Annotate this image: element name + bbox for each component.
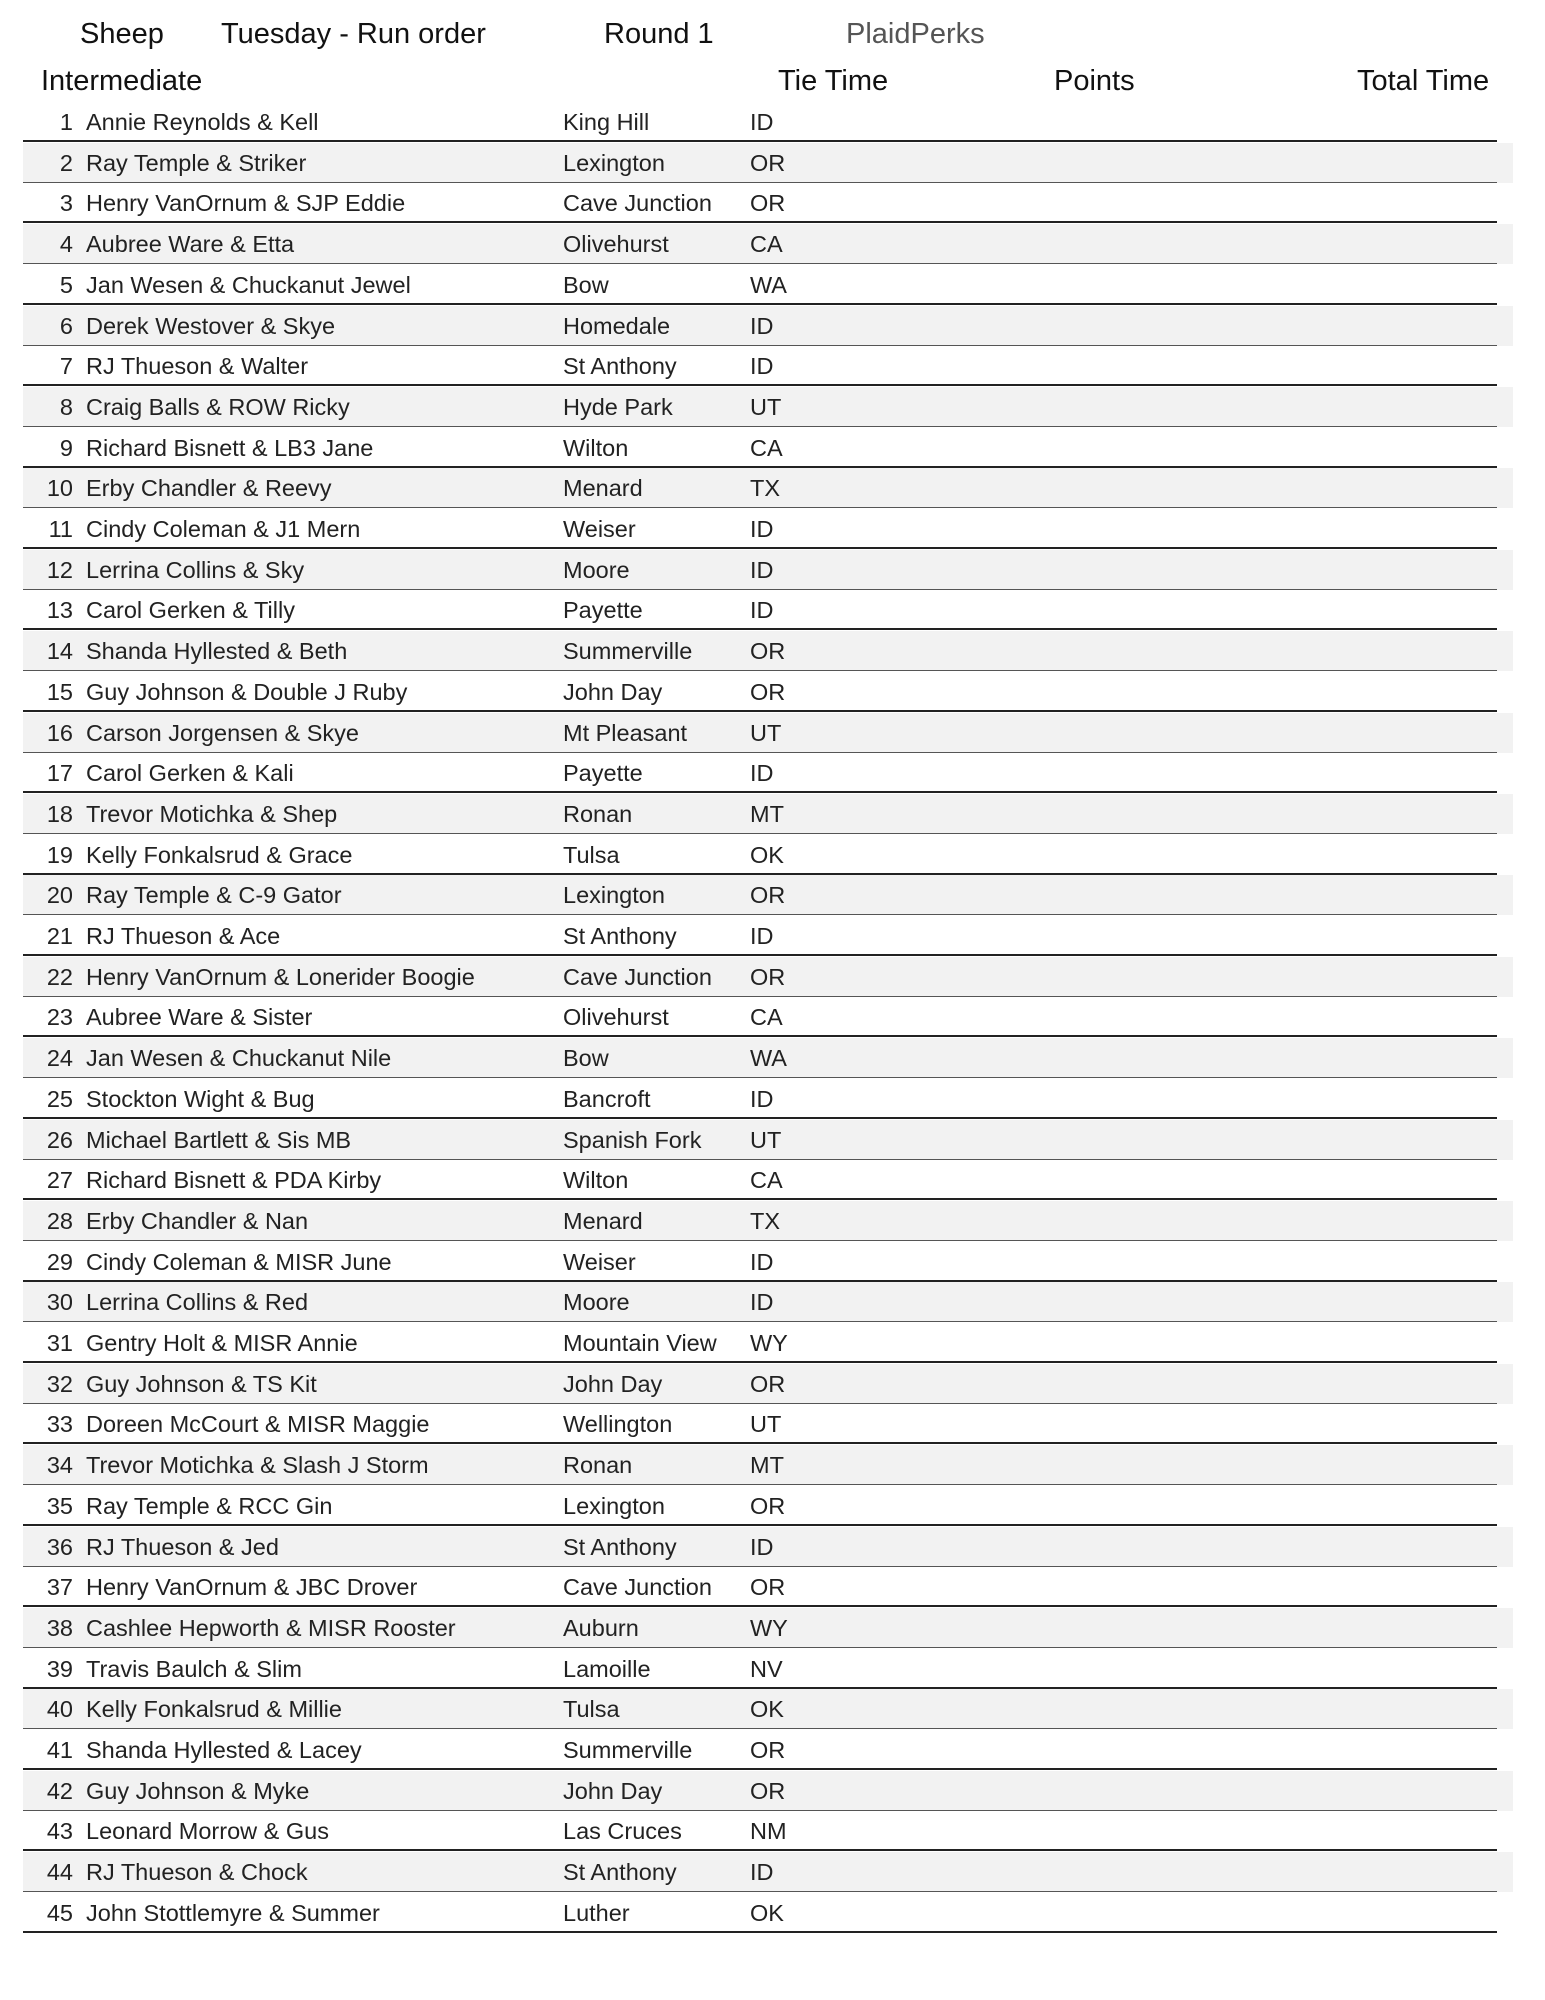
table-row xyxy=(23,265,1513,305)
row-divider xyxy=(23,710,1497,712)
table-row xyxy=(23,916,1513,956)
state: OK xyxy=(750,841,784,868)
city: St Anthony xyxy=(563,353,677,380)
table-row xyxy=(23,794,1513,834)
state: ID xyxy=(750,556,774,583)
handler-dog-name: Gentry Holt & MISR Annie xyxy=(86,1330,358,1356)
table-row xyxy=(23,1079,1513,1119)
table-row xyxy=(23,1160,1513,1200)
state: OR xyxy=(750,1492,786,1519)
city: Hyde Park xyxy=(563,393,673,420)
handler-dog-name: Henry VanOrnum & Lonerider Boogie xyxy=(86,963,475,990)
handler-dog-name: Annie Reynolds & Kell xyxy=(86,109,319,135)
table-row xyxy=(23,753,1513,793)
row-divider xyxy=(23,954,1497,956)
state: OR xyxy=(750,1574,786,1601)
row-divider xyxy=(23,1117,1497,1119)
city: Olivehurst xyxy=(563,1004,669,1031)
city: Summerville xyxy=(563,1737,693,1763)
state: UT xyxy=(750,1126,782,1153)
run-number: 19 xyxy=(46,841,73,868)
run-number: 31 xyxy=(46,1330,73,1356)
handler-dog-name: Stockton Wight & Bug xyxy=(86,1085,315,1112)
table-row xyxy=(23,1852,1513,1892)
run-number: 4 xyxy=(59,231,73,258)
row-divider xyxy=(23,303,1497,305)
city: St Anthony xyxy=(563,1533,677,1560)
state: UT xyxy=(750,393,782,420)
city: Lamoille xyxy=(563,1655,651,1682)
handler-dog-name: Guy Johnson & TS Kit xyxy=(86,1370,317,1397)
run-number: 36 xyxy=(46,1533,73,1560)
run-number: 45 xyxy=(46,1899,73,1926)
handler-dog-name: Guy Johnson & Double J Ruby xyxy=(86,678,408,705)
category-label: Sheep xyxy=(80,18,164,50)
handler-dog-name: Derek Westover & Skye xyxy=(86,312,336,339)
table-row xyxy=(23,631,1513,671)
handler-dog-name: Doreen McCourt & MISR Maggie xyxy=(86,1411,430,1438)
city: King Hill xyxy=(563,109,650,135)
city: Cave Junction xyxy=(563,1574,712,1601)
city: Payette xyxy=(563,760,643,787)
city: Ronan xyxy=(563,800,633,827)
table-row xyxy=(23,550,1513,590)
city: Lexington xyxy=(563,1492,665,1519)
table-row xyxy=(23,1038,1513,1078)
handler-dog-name: Carson Jorgensen & Skye xyxy=(86,719,360,746)
city: John Day xyxy=(563,1370,663,1397)
table-row xyxy=(23,102,1513,142)
run-number: 13 xyxy=(46,597,73,624)
handler-dog-name: Travis Baulch & Slim xyxy=(86,1655,302,1682)
class-label: Intermediate xyxy=(41,65,203,97)
run-number: 32 xyxy=(46,1370,73,1397)
table-row xyxy=(23,224,1513,264)
city: Olivehurst xyxy=(563,231,669,258)
city: Moore xyxy=(563,1289,630,1316)
row-divider xyxy=(23,1280,1497,1282)
state: ID xyxy=(750,109,774,135)
row-divider xyxy=(23,1768,1497,1770)
handler-dog-name: Carol Gerken & Kali xyxy=(86,760,294,787)
state: OR xyxy=(750,1737,786,1763)
table-row xyxy=(23,1649,1513,1689)
city: Tulsa xyxy=(563,1696,620,1723)
handler-dog-name: Richard Bisnett & PDA Kirby xyxy=(86,1167,382,1194)
handler-dog-name: Cashlee Hepworth & MISR Rooster xyxy=(86,1614,456,1641)
table-row xyxy=(23,428,1513,468)
city: Cave Junction xyxy=(563,190,712,217)
state: CA xyxy=(750,434,783,461)
table-row xyxy=(23,183,1513,223)
run-number: 24 xyxy=(46,1045,73,1072)
state: OR xyxy=(750,190,786,217)
handler-dog-name: Carol Gerken & Tilly xyxy=(86,597,295,624)
city: Mt Pleasant xyxy=(563,719,688,746)
run-number: 18 xyxy=(46,800,73,827)
table-row xyxy=(23,143,1513,183)
run-number: 9 xyxy=(59,434,73,461)
state: WA xyxy=(750,271,787,298)
handler-dog-name: RJ Thueson & Ace xyxy=(86,923,281,949)
run-number: 1 xyxy=(59,109,73,135)
run-number: 25 xyxy=(46,1085,73,1112)
city: Wilton xyxy=(563,434,629,461)
table-row xyxy=(23,875,1513,915)
run-number: 2 xyxy=(59,149,73,176)
run-number: 23 xyxy=(46,1004,73,1031)
row-divider xyxy=(23,1687,1497,1689)
table-row xyxy=(23,1201,1513,1241)
state: ID xyxy=(750,923,774,949)
table-row xyxy=(23,1689,1513,1729)
run-number: 8 xyxy=(59,393,73,420)
city: Summerville xyxy=(563,638,693,665)
run-number: 14 xyxy=(46,638,73,665)
run-number: 35 xyxy=(46,1492,73,1519)
city: St Anthony xyxy=(563,1859,677,1886)
table-row xyxy=(23,468,1513,508)
handler-dog-name: Guy Johnson & Myke xyxy=(86,1777,310,1804)
row-divider xyxy=(23,384,1497,386)
run-number: 42 xyxy=(46,1777,73,1804)
run-number: 38 xyxy=(46,1614,73,1641)
run-number: 28 xyxy=(46,1207,73,1234)
city: Bow xyxy=(563,1045,609,1072)
table-row xyxy=(23,306,1513,346)
handler-dog-name: Lerrina Collins & Sky xyxy=(86,556,305,583)
table-row xyxy=(23,1323,1513,1363)
table-row xyxy=(23,672,1513,712)
state: WY xyxy=(750,1614,788,1641)
handler-dog-name: Kelly Fonkalsrud & Grace xyxy=(86,841,353,868)
state: ID xyxy=(750,1859,774,1886)
table-row xyxy=(23,1527,1513,1567)
row-divider xyxy=(23,1361,1497,1363)
handler-dog-name: John Stottlemyre & Summer xyxy=(86,1899,380,1926)
run-number: 27 xyxy=(46,1167,73,1194)
table-row xyxy=(23,1771,1513,1811)
city: John Day xyxy=(563,1777,663,1804)
run-number: 30 xyxy=(46,1289,73,1316)
table-row xyxy=(23,1242,1513,1282)
city: Ronan xyxy=(563,1452,633,1479)
state: MT xyxy=(750,800,784,827)
city: Mountain View xyxy=(563,1330,717,1356)
city: Bow xyxy=(563,271,609,298)
tie-time-header: Tie Time xyxy=(778,65,889,97)
state: CA xyxy=(750,1004,783,1031)
table-row xyxy=(23,713,1513,753)
state: ID xyxy=(750,353,774,380)
points-header: Points xyxy=(1054,65,1135,97)
handler-dog-name: Michael Bartlett & Sis MB xyxy=(86,1126,352,1153)
city: Weiser xyxy=(563,1248,636,1275)
state: ID xyxy=(750,312,774,339)
page-title: Tuesday - Run order xyxy=(221,18,486,50)
row-divider xyxy=(23,466,1497,468)
handler-dog-name: Jan Wesen & Chuckanut Jewel xyxy=(86,271,411,298)
state: ID xyxy=(750,1248,774,1275)
handler-dog-name: Trevor Motichka & Shep xyxy=(86,800,338,827)
table-row xyxy=(23,835,1513,875)
run-number: 16 xyxy=(46,719,73,746)
run-number: 5 xyxy=(59,271,73,298)
run-number: 29 xyxy=(46,1248,73,1275)
table-row xyxy=(23,387,1513,427)
table-row xyxy=(23,1486,1513,1526)
city: Luther xyxy=(563,1899,630,1926)
run-number: 21 xyxy=(46,923,73,949)
state: TX xyxy=(750,475,781,502)
city: Wellington xyxy=(563,1411,673,1438)
run-number: 7 xyxy=(59,353,73,380)
run-number: 17 xyxy=(46,760,73,787)
run-number: 33 xyxy=(46,1411,73,1438)
table-row xyxy=(23,1567,1513,1607)
run-number: 34 xyxy=(46,1452,73,1479)
city: Spanish Fork xyxy=(563,1126,702,1153)
run-number: 3 xyxy=(59,190,73,217)
city: Homedale xyxy=(563,312,671,339)
city: Auburn xyxy=(563,1614,639,1641)
state: OR xyxy=(750,963,786,990)
state: UT xyxy=(750,719,782,746)
run-number: 40 xyxy=(46,1696,73,1723)
state: OR xyxy=(750,678,786,705)
handler-dog-name: Ray Temple & RCC Gin xyxy=(86,1492,333,1519)
run-number: 12 xyxy=(46,556,73,583)
row-divider xyxy=(23,1198,1497,1200)
run-number: 20 xyxy=(46,882,73,909)
handler-dog-name: Kelly Fonkalsrud & Millie xyxy=(86,1696,342,1723)
run-number: 26 xyxy=(46,1126,73,1153)
state: ID xyxy=(750,1085,774,1112)
handler-dog-name: Ray Temple & Striker xyxy=(86,149,307,176)
state: OK xyxy=(750,1696,784,1723)
handler-dog-name: Aubree Ware & Sister xyxy=(86,1004,313,1031)
round-label: Round 1 xyxy=(604,18,714,50)
run-number: 44 xyxy=(46,1859,73,1886)
city: Moore xyxy=(563,556,630,583)
state: ID xyxy=(750,597,774,624)
city: John Day xyxy=(563,678,663,705)
run-number: 15 xyxy=(46,678,73,705)
row-divider xyxy=(23,221,1497,223)
city: Menard xyxy=(563,475,643,502)
row-divider xyxy=(23,140,1497,142)
state: NV xyxy=(750,1655,783,1682)
state: OR xyxy=(750,1777,786,1804)
brand-label: PlaidPerks xyxy=(846,18,985,50)
handler-dog-name: Jan Wesen & Chuckanut Nile xyxy=(86,1045,392,1072)
state: OR xyxy=(750,149,786,176)
table-row xyxy=(23,1893,1513,1933)
handler-dog-name: RJ Thueson & Walter xyxy=(86,353,309,380)
state: WY xyxy=(750,1330,788,1356)
row-divider xyxy=(23,547,1497,549)
handler-dog-name: Ray Temple & C-9 Gator xyxy=(86,882,342,909)
table-row xyxy=(23,590,1513,630)
row-divider xyxy=(23,1035,1497,1037)
row-divider xyxy=(23,1931,1497,1933)
handler-dog-name: Erby Chandler & Nan xyxy=(86,1207,309,1234)
run-number: 41 xyxy=(46,1737,73,1763)
table-row xyxy=(23,997,1513,1037)
handler-dog-name: Shanda Hyllested & Lacey xyxy=(86,1737,362,1763)
state: ID xyxy=(750,1289,774,1316)
row-divider xyxy=(23,873,1497,875)
handler-dog-name: Henry VanOrnum & SJP Eddie xyxy=(86,190,406,217)
table-row xyxy=(23,509,1513,549)
handler-dog-name: Leonard Morrow & Gus xyxy=(86,1818,329,1845)
city: Payette xyxy=(563,597,643,624)
city: Tulsa xyxy=(563,841,620,868)
state: CA xyxy=(750,1167,783,1194)
table-row xyxy=(23,1730,1513,1770)
table-row xyxy=(23,346,1513,386)
row-divider xyxy=(23,791,1497,793)
table-row xyxy=(23,1404,1513,1444)
handler-dog-name: Erby Chandler & Reevy xyxy=(86,475,332,502)
run-number: 39 xyxy=(46,1655,73,1682)
city: Lexington xyxy=(563,882,665,909)
state: NM xyxy=(750,1818,787,1845)
state: ID xyxy=(750,1533,774,1560)
total-time-header: Total Time xyxy=(1357,65,1490,97)
city: St Anthony xyxy=(563,923,677,949)
state: CA xyxy=(750,231,783,258)
city: Bancroft xyxy=(563,1085,651,1112)
city: Lexington xyxy=(563,149,665,176)
table-row xyxy=(23,1811,1513,1851)
handler-dog-name: Henry VanOrnum & JBC Drover xyxy=(86,1574,418,1601)
table-row xyxy=(23,957,1513,997)
handler-dog-name: Cindy Coleman & J1 Mern xyxy=(86,516,361,542)
state: TX xyxy=(750,1207,781,1234)
city: Cave Junction xyxy=(563,963,712,990)
row-divider xyxy=(23,1849,1497,1851)
state: ID xyxy=(750,516,774,542)
handler-dog-name: Richard Bisnett & LB3 Jane xyxy=(86,434,374,461)
row-divider xyxy=(23,1605,1497,1607)
handler-dog-name: Lerrina Collins & Red xyxy=(86,1289,309,1316)
row-divider xyxy=(23,628,1497,630)
run-number: 6 xyxy=(59,312,73,339)
row-divider xyxy=(23,1442,1497,1444)
handler-dog-name: RJ Thueson & Chock xyxy=(86,1859,308,1886)
handler-dog-name: Aubree Ware & Etta xyxy=(86,231,295,258)
table-row xyxy=(23,1608,1513,1648)
state: OK xyxy=(750,1899,784,1926)
state: OR xyxy=(750,882,786,909)
city: Las Cruces xyxy=(563,1818,682,1845)
state: MT xyxy=(750,1452,784,1479)
handler-dog-name: Cindy Coleman & MISR June xyxy=(86,1248,392,1275)
handler-dog-name: Craig Balls & ROW Ricky xyxy=(86,393,350,420)
handler-dog-name: Trevor Motichka & Slash J Storm xyxy=(86,1452,429,1479)
table-row xyxy=(23,1445,1513,1485)
table-row xyxy=(23,1364,1513,1404)
table-row xyxy=(23,1282,1513,1322)
state: WA xyxy=(750,1045,787,1072)
handler-dog-name: Shanda Hyllested & Beth xyxy=(86,638,348,665)
city: Wilton xyxy=(563,1167,629,1194)
city: Weiser xyxy=(563,516,636,542)
state: ID xyxy=(750,760,774,787)
run-number: 10 xyxy=(46,475,73,502)
state: OR xyxy=(750,1370,786,1397)
row-divider xyxy=(23,1524,1497,1526)
state: UT xyxy=(750,1411,782,1438)
run-number: 22 xyxy=(46,963,73,990)
city: Menard xyxy=(563,1207,643,1234)
run-number: 43 xyxy=(46,1818,73,1845)
run-number: 11 xyxy=(48,516,73,542)
state: OR xyxy=(750,638,786,665)
run-number: 37 xyxy=(46,1574,73,1601)
handler-dog-name: RJ Thueson & Jed xyxy=(86,1533,279,1560)
table-row xyxy=(23,1120,1513,1160)
